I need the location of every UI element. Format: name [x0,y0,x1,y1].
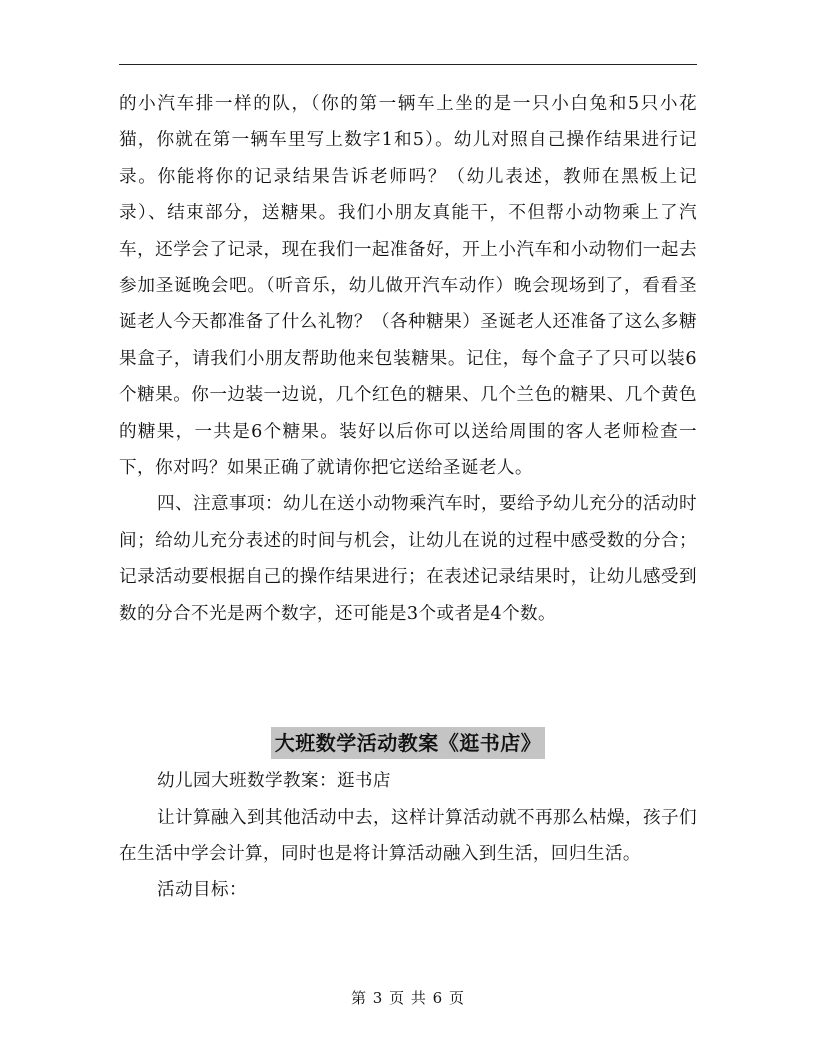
body-paragraph-notes: 四、注意事项：幼儿在送小动物乘汽车时，要给予幼儿充分的活动时间；给幼儿充分表述的时间与机会，让幼儿在说的过程中感受数的分合；记录活动要根据自己的操作结果进行；在表述记录结果时，让幼儿感受到数的分合不光是两个数字，还可能是3个或者是4个数。 [119,494,697,624]
section-intro-paragraph: 让计算融入到其他活动中去，这样计算活动就不再那么枯燥，孩子们在生活中学会计算，同时也是将计算活动融入到生活，回归生活。 [119,807,697,864]
body-paragraph-continued: 的小汽车排一样的队，（你的第一辆车上坐的是一只小白兔和5只小花猫，你就在第一辆车里写上数字1和5）。幼儿对照自己操作结果进行记录。你能将你的记录结果告诉老师吗？（幼儿表述，教师在黑板上记录）、结束部分，送糖果。我们小朋友真能干，不但帮小动物乘上了汽车，还学会了记录，现在我们一起准备好，开上小汽车和小动物们一起去参加圣诞晚会吧。（听音乐，幼儿做开汽车动作）晚会现场到了，看看圣诞老人今天都准备了什么礼物？（各种糖果）圣诞老人还准备了这么多糖果盒子，请我们小朋友帮助他来包装糖果。记住，每个盒子了只可以装6个糖果。你一边装一边说，几个红色的糖果、几个兰色的糖果、几个黄色的糖果，一共是6个糖果。装好以后你可以送给周围的客人老师检查一下，你对吗？如果正确了就请你把它送给圣诞老人。 [119,94,697,479]
page-content [119,86,697,909]
header-rule [119,64,697,65]
section-goals-heading: 活动目标： [157,880,247,901]
section-title: 大班数学活动教案《逛书店》 [271,727,546,759]
section-spacer [119,632,697,727]
page-number-footer: 第 3 页 共 6 页 [351,989,465,1007]
section-subtitle: 幼儿园大班数学教案：逛书店 [157,771,391,792]
section-title-wrap [119,727,697,759]
